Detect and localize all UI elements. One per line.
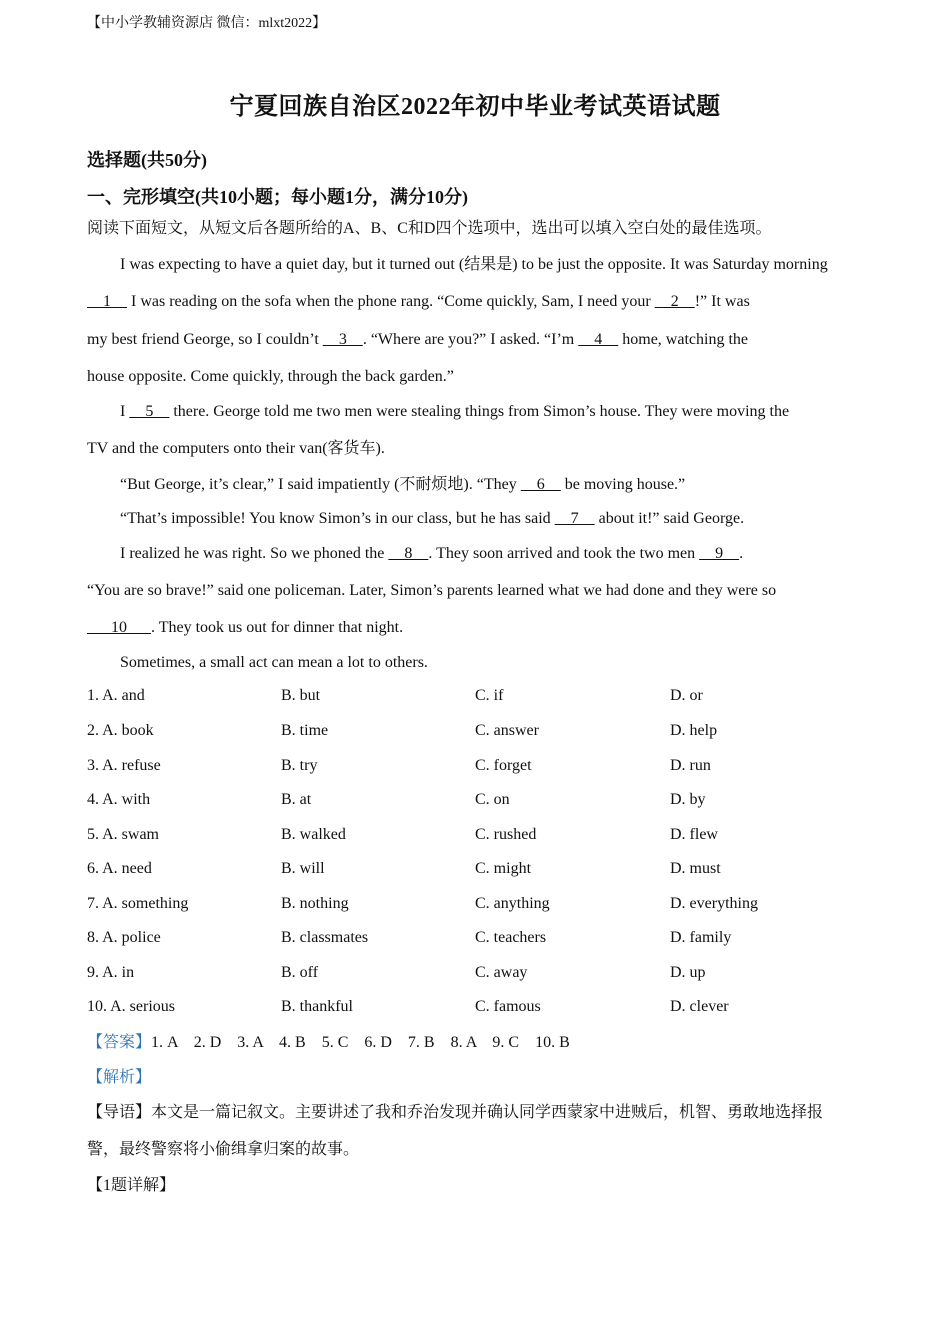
option-d: D. flew bbox=[670, 826, 718, 843]
option-a: 1. A. and bbox=[87, 687, 145, 704]
passage-text: I was reading on the sofa when the phone rang. “Come quickly, Sam, I need your bbox=[127, 293, 655, 310]
option-b: B. walked bbox=[281, 826, 346, 843]
passage-text: I was expecting to have a quiet day, but it turned out (结果是) to be just the opposite. It was Saturday morning bbox=[120, 256, 828, 273]
option-b: B. time bbox=[281, 722, 329, 739]
option-row bbox=[87, 964, 863, 984]
passage-line bbox=[87, 292, 863, 312]
option-b: B. but bbox=[281, 687, 321, 704]
option-c: C. anything bbox=[475, 895, 550, 912]
option-d: D. family bbox=[670, 929, 732, 946]
passage-text: “But George, it’s clear,” I said impatiently (不耐烦地). “They bbox=[120, 476, 521, 493]
instruction-text: 阅读下面短文，从短文后各题所给的A、B、C和D四个选项中，选出可以填入空白处的最佳选项。 bbox=[87, 220, 772, 237]
analysis-tag: 【解析】 bbox=[87, 1069, 152, 1086]
option-row bbox=[87, 998, 863, 1018]
option-a: 10. A. serious bbox=[87, 998, 175, 1015]
passage-text: . “Where are you?” I asked. “I’m bbox=[362, 331, 579, 348]
passage-line bbox=[87, 509, 896, 529]
option-row bbox=[87, 929, 863, 949]
option-a: 9. A. in bbox=[87, 964, 135, 981]
option-b: B. nothing bbox=[281, 895, 349, 912]
blank-7: 7 bbox=[554, 510, 595, 527]
passage-line bbox=[87, 475, 896, 495]
passage-line bbox=[87, 367, 863, 387]
passage-text: there. George told me two men were stealing things from Simon’s house. They were moving the bbox=[169, 403, 790, 420]
passage-line bbox=[87, 581, 863, 601]
option-a: 7. A. something bbox=[87, 895, 189, 912]
option-row bbox=[87, 757, 863, 777]
passage-text: !” It was bbox=[694, 293, 750, 310]
option-a: 4. A. with bbox=[87, 791, 151, 808]
blank-8: 8 bbox=[388, 545, 429, 562]
answer-tag: 【答案】 bbox=[87, 1034, 152, 1051]
section-heading-choice: 选择题(共50分) bbox=[87, 150, 207, 170]
passage-text: . They soon arrived and took the two men bbox=[428, 545, 700, 562]
blank-9: 9 bbox=[699, 545, 740, 562]
option-b: B. thankful bbox=[281, 998, 353, 1015]
option-row bbox=[87, 860, 863, 880]
option-b: B. classmates bbox=[281, 929, 369, 946]
option-c: C. if bbox=[475, 687, 504, 704]
answer-key: 1. A 2. D 3. A 4. B 5. C 6. D 7. B 8. A 9. C 10. B bbox=[151, 1034, 570, 1051]
option-b: B. will bbox=[281, 860, 325, 877]
passage-text: my best friend George, so I couldn’t bbox=[87, 331, 323, 348]
option-b: B. at bbox=[281, 791, 312, 808]
guide-text: 【导语】本文是一篇记叙文。主要讲述了我和乔治发现并确认同学西蒙家中进贼后，机智、勇敢地选择报 bbox=[87, 1104, 824, 1121]
option-a: 5. A. swam bbox=[87, 826, 159, 843]
option-a: 3. A. refuse bbox=[87, 757, 161, 774]
option-d: D. up bbox=[670, 964, 706, 981]
passage-line bbox=[87, 255, 896, 275]
blank-6: 6 bbox=[520, 476, 561, 493]
option-d: D. run bbox=[670, 757, 711, 774]
blank-3: 3 bbox=[322, 331, 363, 348]
passage-line bbox=[87, 653, 896, 673]
analysis-line bbox=[87, 1068, 863, 1088]
option-d: D. or bbox=[670, 687, 703, 704]
detail-heading: 【1题详解】 bbox=[87, 1177, 176, 1194]
option-row bbox=[87, 687, 863, 707]
passage-line bbox=[87, 402, 896, 422]
passage-text: “You are so brave!” said one policeman. Later, Simon’s parents learned what we had done and they were so bbox=[87, 582, 777, 599]
page-title: 宁夏回族自治区2022年初中毕业考试英语试题 bbox=[229, 94, 721, 120]
passage-text: home, watching the bbox=[618, 331, 748, 348]
blank-4: 4 bbox=[578, 331, 619, 348]
passage-line bbox=[87, 618, 863, 638]
option-c: C. teachers bbox=[475, 929, 547, 946]
passage-line bbox=[87, 330, 863, 350]
passage-text: TV and the computers onto their van(客货车). bbox=[87, 440, 385, 457]
passage-text: . They took us out for dinner that night. bbox=[151, 619, 404, 636]
option-d: D. everything bbox=[670, 895, 758, 912]
passage-text: . bbox=[739, 545, 744, 562]
blank-1: 1 bbox=[87, 293, 127, 310]
option-d: D. by bbox=[670, 791, 706, 808]
option-b: B. try bbox=[281, 757, 318, 774]
option-c: C. rushed bbox=[475, 826, 537, 843]
blank-10: 10 bbox=[87, 619, 151, 636]
passage-text: I bbox=[120, 403, 130, 420]
option-a: 2. A. book bbox=[87, 722, 154, 739]
passage-text: Sometimes, a small act can mean a lot to others. bbox=[120, 654, 428, 671]
option-d: D. help bbox=[670, 722, 718, 739]
option-c: C. might bbox=[475, 860, 532, 877]
answer-line bbox=[87, 1033, 863, 1053]
option-a: 8. A. police bbox=[87, 929, 161, 946]
option-d: D. clever bbox=[670, 998, 729, 1015]
guide-text: 警，最终警察将小偷缉拿归案的故事。 bbox=[87, 1141, 360, 1158]
section-heading-cloze: 一、完形填空(共10小题；每小题1分，满分10分) bbox=[87, 187, 468, 207]
passage-line bbox=[87, 544, 896, 564]
option-row bbox=[87, 722, 863, 742]
option-row bbox=[87, 895, 863, 915]
option-a: 6. A. need bbox=[87, 860, 152, 877]
option-c: C. away bbox=[475, 964, 528, 981]
option-c: C. forget bbox=[475, 757, 532, 774]
passage-text: be moving house.” bbox=[560, 476, 686, 493]
passage-text: about it!” said George. bbox=[594, 510, 745, 527]
option-d: D. must bbox=[670, 860, 721, 877]
blank-5: 5 bbox=[129, 403, 170, 420]
header-note: 【中小学教辅资源店 微信：mlxt2022】 bbox=[87, 16, 327, 31]
option-c: C. on bbox=[475, 791, 510, 808]
passage-text: I realized he was right. So we phoned the bbox=[120, 545, 389, 562]
passage-text: house opposite. Come quickly, through the back garden.” bbox=[87, 368, 454, 385]
option-c: C. famous bbox=[475, 998, 541, 1015]
option-row bbox=[87, 826, 863, 846]
option-b: B. off bbox=[281, 964, 319, 981]
passage-text: “That’s impossible! You know Simon’s in our class, but he has said bbox=[120, 510, 555, 527]
option-row bbox=[87, 791, 863, 811]
option-c: C. answer bbox=[475, 722, 539, 739]
blank-2: 2 bbox=[654, 293, 695, 310]
passage-line bbox=[87, 439, 863, 459]
